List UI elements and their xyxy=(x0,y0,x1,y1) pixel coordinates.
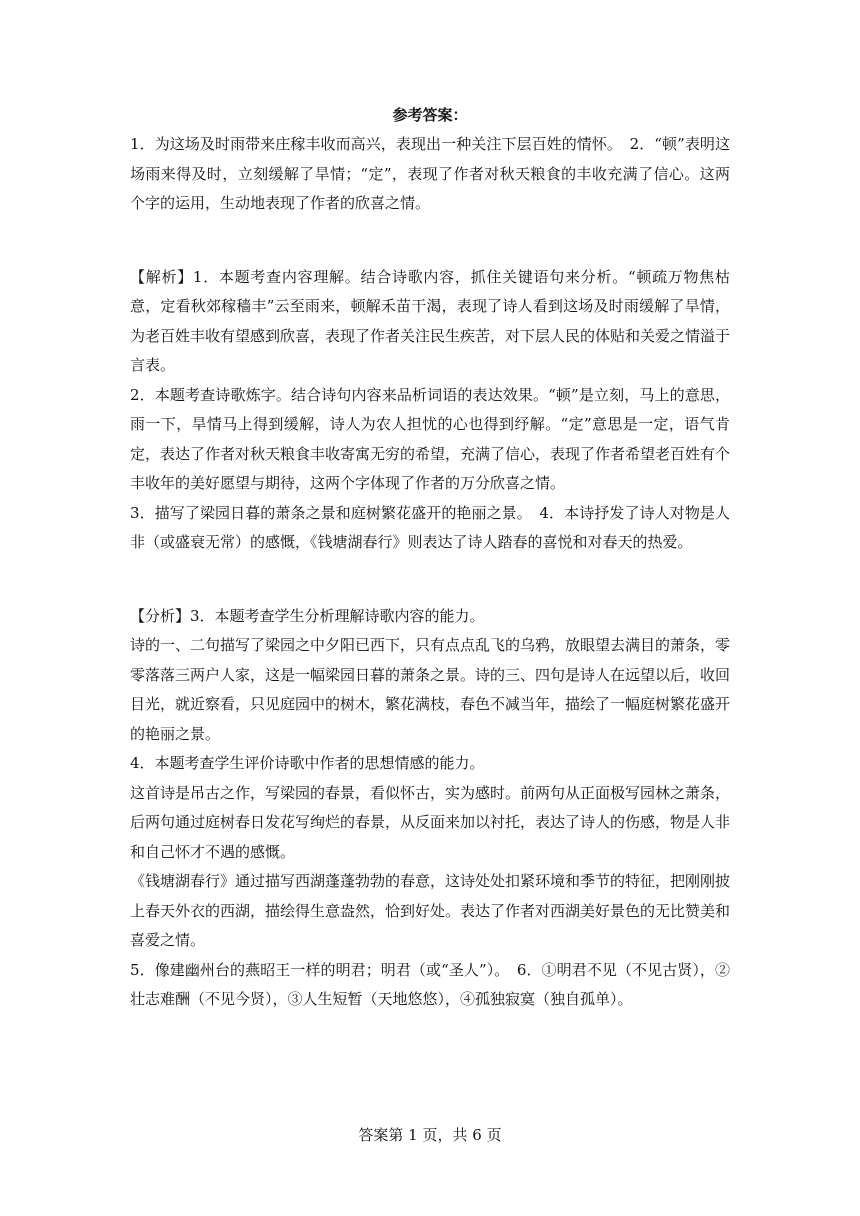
analysis-paragraph-4a: 这首诗是吊古之作，写梁园的春景，看似怀古，实为感时。前两句从正面极写园林之萧条，后两句通过庭树春日发花写绚烂的春景，从反面来加以衬托，表达了诗人的伤感，物是人非和自己怀才不遇的感慨。 xyxy=(130,783,731,861)
page-title: 参考答案： xyxy=(392,106,468,124)
page-footer: 答案第 1 页，共 6 页 xyxy=(358,1126,502,1144)
answer-paragraph-5-6: 5．像建幽州台的燕昭王一样的明君；明君（或“圣人”）。 6．①明君不见（不见古贤），②壮志难酬（不见今贤），③人生短暂（天地悠悠），④孤独寂寞（独自孤单）。 xyxy=(130,960,730,1008)
paragraph-spacer xyxy=(130,219,730,263)
analysis-paragraph-4b: 《钱塘湖春行》通过描写西湖蓬蓬勃勃的春意，这诗处处扣紧环境和季节的特征，把刚刚披上春天外衣的西湖，描绘得生意盎然，恰到好处。表达了作者对西湖美好景色的无比赞美和喜爱之情。 xyxy=(130,872,731,949)
answer-paragraph-3-4: 3．描写了梁园日暮的萧条之景和庭树繁花盛开的艳丽之景。 4．本诗抒发了诗人对物是人非（或盛衰无常）的感慨，《钱塘湖春行》则表达了诗人踏春的喜悦和对春天的热爱。 xyxy=(130,503,730,551)
answer-page xyxy=(130,0,730,1216)
answer-paragraph-1-2: 1．为这场及时雨带来庄稼丰收而高兴，表现出一种关注下层百姓的情怀。 2．“顿”表明这场雨来得及时，立刻缓解了旱情；“定”，表现了作者对秋天粮食的丰收充满了信心。这两个字的运用，生动地表现了作者的欣喜之情。 xyxy=(130,135,730,212)
analysis-heading-3: 【分析】3．本题考查学生分析理解诗歌内容的能力。 xyxy=(130,606,485,625)
analysis-paragraph-1: 【解析】1．本题考查内容理解。结合诗歌内容，抓住关键语句来分析。“顿疏万物焦枯意，定看秋郊稼穑丰”云至雨来，顿解禾苗干渴，表现了诗人看到这场及时雨缓解了旱情，为老百姓丰收有望感到欣喜，表现了作者关注民生疾苦，对下层人民的体贴和关爱之情溢于言表。 xyxy=(130,267,731,374)
paragraph-spacer xyxy=(130,558,730,602)
analysis-paragraph-3: 诗的一、二句描写了梁园之中夕阳已西下，只有点点乱飞的乌鸦，放眼望去满目的萧条，零零落落三两户人家，这是一幅梁园日暮的萧条之景。诗的三、四句是诗人在远望以后，收回目光，就近察看，只见庭园中的树木，繁花满枝，春色不减当年，描绘了一幅庭树繁花盛开的艳丽之景。 xyxy=(130,636,731,743)
analysis-heading-4: 4．本题考查学生评价诗歌中作者的思想情感的能力。 xyxy=(130,754,485,772)
analysis-paragraph-2: 2．本题考查诗歌炼字。结合诗句内容来品析词语的表达效果。“顿”是立刻，马上的意思，雨一下，旱情马上得到缓解，诗人为农人担忧的心也得到纾解。“定”意思是一定，语气肯定，表达了作者对秋天粮食丰收寄寓无穷的希望，充满了信心，表现了作者希望老百姓有个丰收年的美好愿望与期待，这两个字体现了作者的万分欣喜之情。 xyxy=(130,385,731,492)
answer-body xyxy=(130,130,730,1015)
